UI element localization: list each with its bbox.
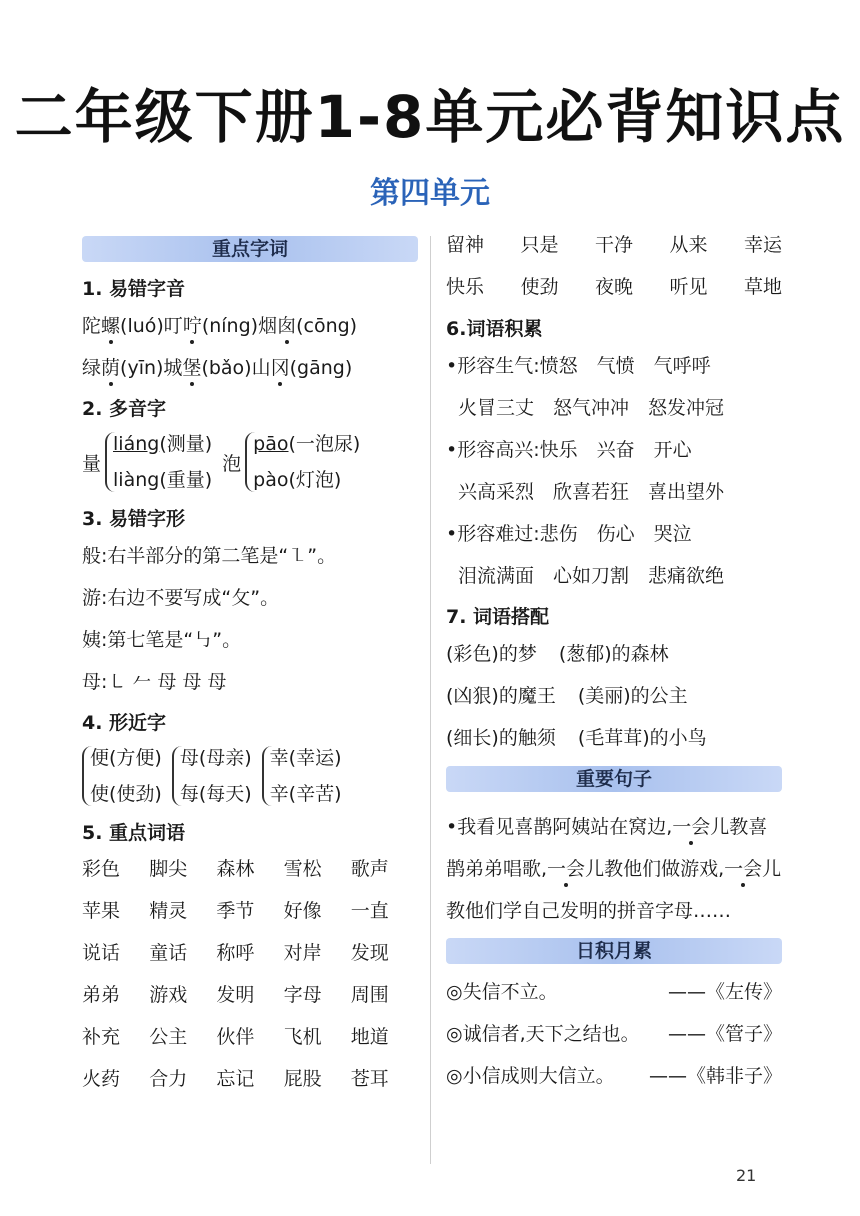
pinyin: pāo	[253, 433, 289, 455]
quote-source: ——《管子》	[667, 1023, 782, 1045]
collocation: (葱郁)的森林	[558, 643, 669, 665]
word: 火药	[82, 1068, 121, 1090]
word: 森林	[216, 858, 255, 880]
key-sentence-banner: 重要句子	[446, 766, 782, 792]
word: 发现	[350, 942, 389, 964]
word: 苍耳	[350, 1068, 389, 1090]
section-key-words-title: 5. 重点词语	[82, 822, 186, 844]
section-pronunciation-title: 1. 易错字音	[82, 278, 186, 300]
word: 听见	[669, 276, 708, 298]
collocation-row	[446, 682, 782, 710]
words-row	[446, 274, 782, 300]
quote-text: ◎诚信者,天下之结也。	[446, 1023, 640, 1045]
brace	[82, 746, 162, 806]
similar-char: 辛(辛苦)	[269, 783, 342, 805]
dotted-phrase: 一会	[672, 816, 711, 838]
words-row	[446, 232, 782, 258]
char-shape-line: 母:㇄ 𠂉 母 母 母	[82, 671, 227, 693]
brace	[105, 432, 212, 492]
accumulation-item: •形容生气:愤怒 气愤 气呼呼	[446, 355, 711, 377]
accumulation-item: •形容高兴:快乐 兴奋 开心	[446, 439, 692, 461]
collocation: (毛茸茸)的小鸟	[577, 727, 707, 749]
text: (gāng)	[289, 357, 353, 379]
word: 对岸	[283, 942, 322, 964]
word: 飞机	[283, 1026, 322, 1048]
text: (níng)烟	[201, 315, 278, 337]
page-title: 二年级下册1-8单元必背知识点	[14, 83, 846, 151]
word: 周围	[350, 984, 389, 1006]
accumulation-sub: 兴高采烈 欣喜若狂 喜出望外	[458, 481, 725, 503]
text: (luó)叮	[120, 315, 183, 337]
page-number: 21	[736, 1166, 757, 1185]
quote-text: ◎小信成则大信立。	[446, 1065, 615, 1087]
word: 补充	[82, 1026, 121, 1048]
collocation-row	[446, 640, 782, 668]
word: 苹果	[82, 900, 121, 922]
dotted-char: 冈	[270, 357, 290, 379]
collocation-row	[446, 724, 782, 752]
quote-source: ——《左传》	[667, 981, 782, 1003]
text: (bǎo)山	[201, 357, 271, 379]
collocation: (美丽)的公主	[577, 685, 688, 707]
example-word: (重量)	[159, 469, 213, 491]
word: 合力	[149, 1068, 188, 1090]
example-word: (测量)	[159, 433, 213, 455]
daily-accumulation-banner: 日积月累	[446, 938, 782, 964]
collocation: (凶狠)的魔王	[446, 685, 556, 707]
word: 一直	[350, 900, 389, 922]
column-divider	[430, 236, 431, 1164]
similar-char: 母(母亲)	[179, 747, 252, 769]
word: 发明	[216, 984, 255, 1006]
word: 说话	[82, 942, 121, 964]
collocation: (细长)的触须	[446, 727, 556, 749]
word: 彩色	[82, 858, 121, 880]
word: 快乐	[446, 276, 485, 298]
dotted-phrase: 一会	[547, 858, 586, 880]
key-words-grid	[82, 856, 418, 1092]
word: 草地	[743, 276, 782, 298]
text: 儿教他们做游戏,	[585, 858, 725, 880]
quote-text: ◎失信不立。	[446, 981, 558, 1003]
key-sentence	[446, 806, 782, 932]
dotted-char: 囱	[277, 315, 297, 337]
section-polyphone-title: 2. 多音字	[82, 398, 167, 420]
char-shape-line: 游:右边不要写成“攵”。	[82, 587, 280, 609]
word: 干净	[594, 234, 633, 256]
right-column	[446, 232, 782, 1104]
brace	[172, 746, 252, 806]
brace	[262, 746, 342, 806]
word: 雪松	[283, 858, 322, 880]
word: 只是	[520, 234, 559, 256]
word: 季节	[216, 900, 255, 922]
word: 使劲	[520, 276, 559, 298]
char-shape-line: 姨:第七笔是“㇉”。	[82, 629, 242, 651]
word: 幸运	[743, 234, 782, 256]
dotted-char: 堡	[182, 357, 202, 379]
word: 歌声	[350, 858, 389, 880]
section-collocation-title: 7. 词语搭配	[446, 606, 550, 628]
word: 公主	[149, 1026, 188, 1048]
section-similar-chars-title: 4. 形近字	[82, 712, 167, 734]
example-word: (灯泡)	[288, 469, 342, 491]
dotted-char: 咛	[182, 315, 202, 337]
word: 忘记	[216, 1068, 255, 1090]
word: 游戏	[149, 984, 188, 1006]
text: (yīn)城	[120, 357, 183, 379]
word: 好像	[283, 900, 322, 922]
pinyin: liàng	[113, 469, 160, 491]
similar-char: 每(每天)	[179, 783, 252, 805]
dotted-char: 荫	[101, 357, 121, 379]
example-word: (一泡尿)	[288, 433, 361, 455]
word: 留神	[446, 234, 485, 256]
word: 屁股	[283, 1068, 322, 1090]
text: 陀	[82, 315, 102, 337]
pinyin: liáng	[113, 433, 160, 455]
quote-source: ——《韩非子》	[648, 1065, 782, 1087]
quote-row	[446, 978, 782, 1006]
polyphone-group	[82, 432, 418, 492]
brace	[245, 432, 360, 492]
word: 脚尖	[149, 858, 188, 880]
similar-char: 使(使劲)	[90, 783, 162, 805]
similar-char: 幸(幸运)	[269, 747, 342, 769]
text: 儿教喜鹊弟弟唱歌,	[446, 816, 768, 880]
char-shape-line: 般:右半部分的第二笔是“㇅”。	[82, 545, 337, 567]
similar-chars-group	[82, 746, 418, 806]
section-word-accumulation-title: 6.词语积累	[446, 318, 543, 340]
key-words-banner: 重点字词	[82, 236, 418, 262]
left-column	[82, 232, 418, 1102]
text: (cōng)	[296, 315, 358, 337]
dotted-char: 螺	[101, 315, 121, 337]
quote-row	[446, 1062, 782, 1090]
text: 儿教他们学自己发明的拼音字母……	[446, 858, 782, 922]
dotted-phrase: 一会	[724, 858, 763, 880]
accumulation-sub: 泪流满面 心如刀割 悲痛欲绝	[458, 565, 725, 587]
word: 字母	[283, 984, 322, 1006]
accumulation-sub: 火冒三丈 怒气冲冲 怒发冲冠	[458, 397, 725, 419]
quote-row	[446, 1020, 782, 1048]
collocation: (彩色)的梦	[446, 643, 537, 665]
word: 从来	[669, 234, 708, 256]
pronunciation-line-1	[82, 312, 418, 340]
accumulation-item: •形容难过:悲伤 伤心 哭泣	[446, 523, 692, 545]
text: 绿	[82, 357, 102, 379]
text: •我看见喜鹊阿姨站在窝边,	[446, 816, 673, 838]
word: 精灵	[149, 900, 188, 922]
word: 弟弟	[82, 984, 121, 1006]
similar-char: 便(方便)	[90, 747, 162, 769]
pinyin: pào	[253, 469, 289, 491]
word: 夜晚	[594, 276, 633, 298]
word: 童话	[149, 942, 188, 964]
word: 称呼	[216, 942, 255, 964]
unit-title: 第四单元	[370, 176, 490, 211]
word: 地道	[350, 1026, 389, 1048]
pronunciation-line-2	[82, 354, 418, 382]
polyphone-char: 泡	[222, 452, 242, 475]
polyphone-char: 量	[82, 452, 102, 475]
section-char-shape-title: 3. 易错字形	[82, 508, 186, 530]
word: 伙伴	[216, 1026, 255, 1048]
